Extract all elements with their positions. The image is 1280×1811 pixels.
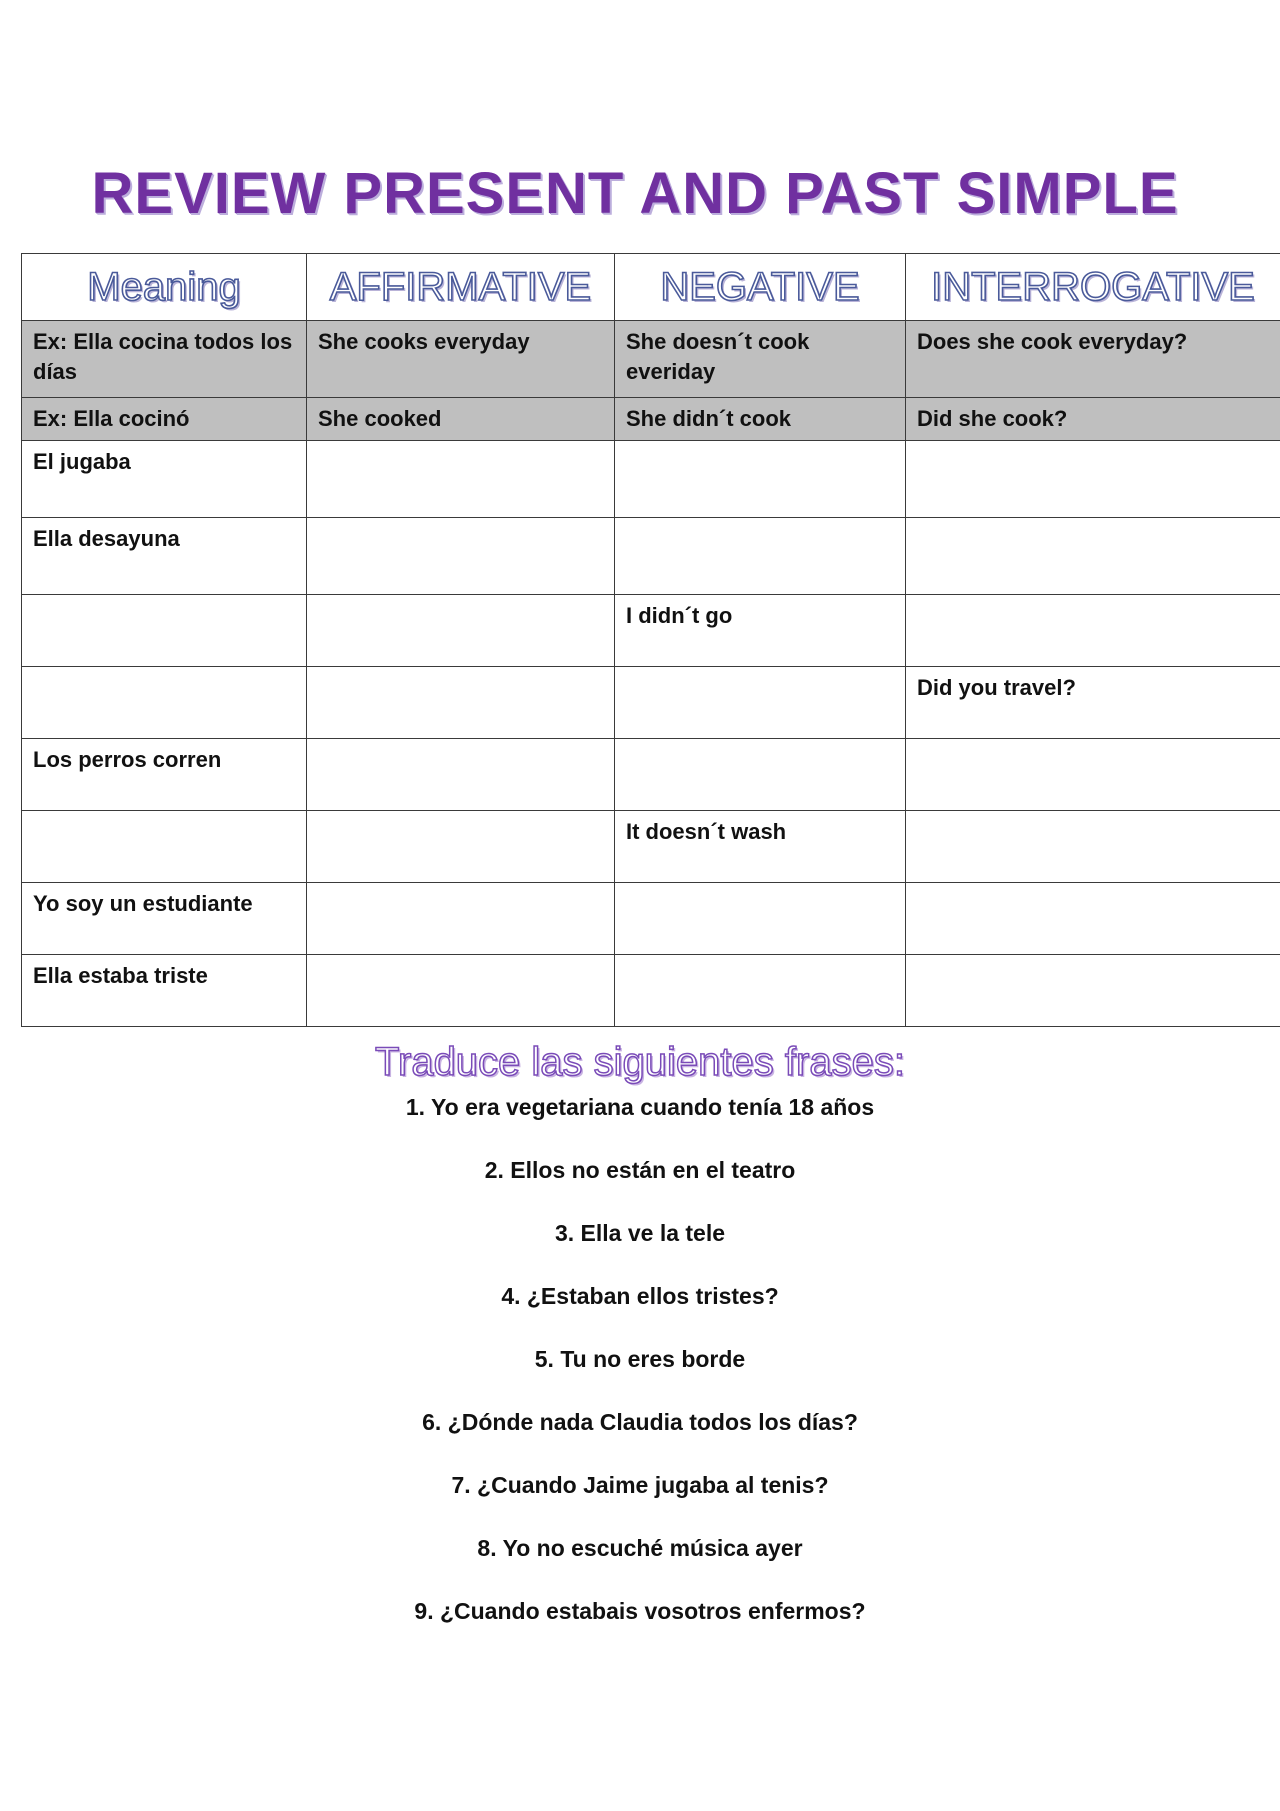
answer-cell[interactable] bbox=[22, 667, 307, 739]
answer-cell[interactable] bbox=[906, 739, 1280, 811]
answer-cell[interactable] bbox=[906, 883, 1280, 955]
table-cell: Did you travel? bbox=[906, 667, 1280, 739]
answer-cell[interactable] bbox=[615, 883, 906, 955]
answer-cell[interactable] bbox=[307, 595, 615, 667]
table-cell: I didn´t go bbox=[615, 595, 906, 667]
sentence-list bbox=[0, 1092, 1280, 1659]
answer-cell[interactable] bbox=[307, 811, 615, 883]
list-item: 6. ¿Dónde nada Claudia todos los días? bbox=[422, 1409, 858, 1435]
answer-cell[interactable] bbox=[22, 811, 307, 883]
table-header-row bbox=[22, 254, 1280, 321]
answer-cell[interactable] bbox=[307, 441, 615, 518]
list-item: 9. ¿Cuando estabais vosotros enfermos? bbox=[414, 1598, 866, 1624]
example-row bbox=[22, 398, 1280, 441]
header-affirmative: AFFIRMATIVE bbox=[307, 254, 615, 321]
review-table bbox=[21, 253, 1280, 1027]
table-row bbox=[22, 595, 1280, 667]
table-cell: Ella estaba triste bbox=[22, 955, 307, 1027]
answer-cell[interactable] bbox=[615, 739, 906, 811]
answer-cell[interactable] bbox=[307, 518, 615, 595]
answer-cell[interactable] bbox=[615, 667, 906, 739]
answer-cell[interactable] bbox=[307, 955, 615, 1027]
table-row bbox=[22, 667, 1280, 739]
list-item: 3. Ella ve la tele bbox=[554, 1220, 726, 1246]
answer-cell[interactable] bbox=[307, 883, 615, 955]
table-row bbox=[22, 811, 1280, 883]
table-cell: Did she cook? bbox=[906, 398, 1280, 441]
answer-cell[interactable] bbox=[307, 667, 615, 739]
page-title: REVIEW PRESENT AND PAST SIMPLE bbox=[91, 161, 1179, 226]
answer-cell[interactable] bbox=[22, 595, 307, 667]
header-interrogative: INTERROGATIVE bbox=[906, 254, 1280, 321]
table-cell: Ella desayuna bbox=[22, 518, 307, 595]
answer-cell[interactable] bbox=[906, 518, 1280, 595]
table-row bbox=[22, 518, 1280, 595]
table-cell: She cooked bbox=[307, 398, 615, 441]
header-negative: NEGATIVE bbox=[615, 254, 906, 321]
answer-cell[interactable] bbox=[906, 441, 1280, 518]
table-row bbox=[22, 441, 1280, 518]
answer-cell[interactable] bbox=[615, 441, 906, 518]
answer-cell[interactable] bbox=[615, 518, 906, 595]
table-cell: El jugaba bbox=[22, 441, 307, 518]
table-cell: Los perros corren bbox=[22, 739, 307, 811]
table-row bbox=[22, 883, 1280, 955]
example-row bbox=[22, 321, 1280, 398]
answer-cell[interactable] bbox=[906, 595, 1280, 667]
list-item: 5. Tu no eres borde bbox=[534, 1346, 746, 1372]
list-item: 4. ¿Estaban ellos tristes? bbox=[501, 1283, 779, 1309]
list-item: 8. Yo no escuché música ayer bbox=[477, 1535, 803, 1561]
list-item: 2. Ellos no están en el teatro bbox=[484, 1157, 796, 1183]
answer-cell[interactable] bbox=[615, 955, 906, 1027]
table-cell: Ex: Ella cocinó bbox=[22, 398, 307, 441]
table-cell: Yo soy un estudiante bbox=[22, 883, 307, 955]
list-item: 1. Yo era vegetariana cuando tenía 18 años bbox=[405, 1094, 875, 1120]
list-item: 7. ¿Cuando Jaime jugaba al tenis? bbox=[451, 1472, 829, 1498]
table-cell: She doesn´t cook everiday bbox=[615, 321, 906, 398]
translate-heading: Traduce las siguientes frases: bbox=[375, 1040, 905, 1084]
table-cell: She didn´t cook bbox=[615, 398, 906, 441]
answer-cell[interactable] bbox=[906, 955, 1280, 1027]
table-row bbox=[22, 739, 1280, 811]
answer-cell[interactable] bbox=[307, 739, 615, 811]
table-cell: Ex: Ella cocina todos los días bbox=[22, 321, 307, 398]
answer-cell[interactable] bbox=[906, 811, 1280, 883]
header-meaning: Meaning bbox=[22, 254, 307, 321]
table-cell: It doesn´t wash bbox=[615, 811, 906, 883]
table-cell: She cooks everyday bbox=[307, 321, 615, 398]
table-row bbox=[22, 955, 1280, 1027]
table-cell: Does she cook everyday? bbox=[906, 321, 1280, 398]
